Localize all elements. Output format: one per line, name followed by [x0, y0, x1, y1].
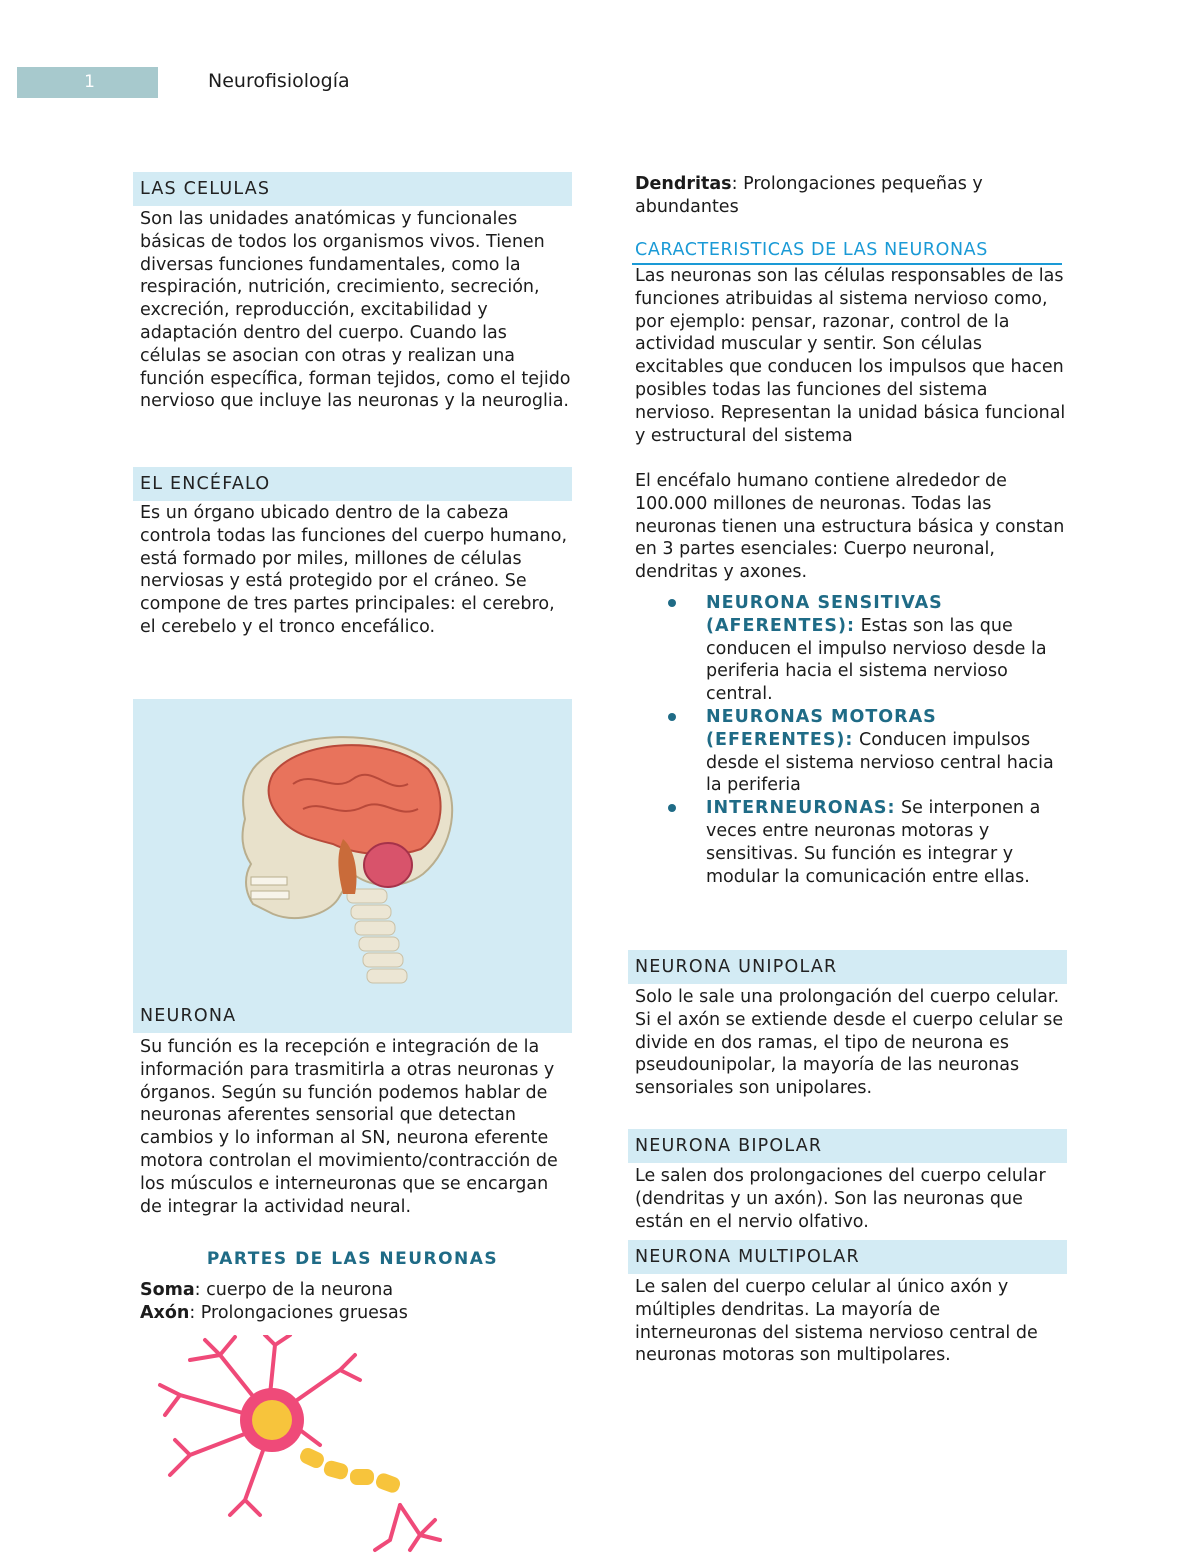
- list-item: NEURONA SENSITIVAS (AFERENTES): Estas son las que conducen el impulso nervioso desde la periferia hacia el sistema nervioso central.: [660, 592, 1070, 706]
- axon-myelin-segments: [298, 1446, 402, 1495]
- cervical-spine-graphic: [347, 889, 407, 983]
- section-heading-neurona: NEURONA: [133, 999, 572, 1033]
- caracteristicas-body-1: Las neuronas son las células responsables de las funciones atribuidas al sistema nervioso como, por ejemplo: pensar, razonar, control de la actividad muscular y sentir. Son células excitables que conducen los impulsos que hacen posibles todas las funciones del sistema nervioso. Representan la unidad básica funcional y estructural del sistema: [635, 266, 1066, 446]
- brain-skull-illustration: [133, 699, 572, 999]
- bullet-icon: [668, 804, 676, 812]
- heading-partes-neuronas: PARTES DE LAS NEURONAS: [206, 1249, 499, 1269]
- section-body-unipolar: Solo le sale una prolongación del cuerpo celular. Si el axón se extiende desde el cuerpo celular se divide en dos ramas, el tipo de neurona es pseudounipolar, la mayoría de las neuronas sensoriales son unipolares.: [635, 987, 1064, 1099]
- neuron-illustration: [150, 1335, 450, 1553]
- definition-dendritas: Dendritas: Prolongaciones pequeñas y abundantes: [635, 174, 983, 217]
- definition-soma: Soma: cuerpo de la neurona: [140, 1280, 394, 1300]
- brain-illustration-panel: [133, 699, 572, 999]
- section-heading-unipolar: NEURONA UNIPOLAR: [628, 950, 1067, 984]
- section-heading-encefalo: EL ENCÉFALO: [133, 467, 572, 501]
- document-title: Neurofisiología: [208, 70, 350, 92]
- list-item: INTERNEURONAS: Se interponen a veces entre neuronas motoras y sensitivas. Su función es integrar y modular la comunicación entre ellas.: [660, 797, 1070, 888]
- heading-caracteristicas: CARACTERISTICAS DE LAS NEURONAS: [635, 240, 988, 260]
- caracteristicas-body-2: El encéfalo humano contiene alrededor de 100.000 millones de neuronas. Todas las neuronas tienen una estructura básica y constan en 3 partes esenciales: Cuerpo neuronal, dendritas y axones.: [635, 471, 1065, 583]
- section-heading-celulas: LAS CELULAS: [133, 172, 572, 206]
- section-body-neurona: Su función es la recepción e integración de la información para trasmitirla a otras neuronas y órganos. Según su función podemos hablar de neuronas aferentes sensorial que detectan cambios y lo informan al SN, neurona eferente motora controlan el movimiento/contracción de los músculos e interneuronas que se encargan de integrar la actividad neural.: [140, 1037, 558, 1217]
- bullet-icon: [668, 599, 676, 607]
- section-body-celulas: Son las unidades anatómicas y funcionales básicas de todos los organismos vivos. Tienen diversas funciones fundamentales, como la respiración, nutrición, crecimiento, secreción, excreción, reproducción, excitabilidad y adaptación dentro del cuerpo. Cuando las células se asocian con otras y realizan una función específica, forman tejidos, como el tejido nervioso que incluye las neuronas y la neuroglia.: [140, 209, 571, 412]
- section-body-encefalo: Es un órgano ubicado dentro de la cabeza controla todas las funciones del cuerpo humano, está formado por miles, millones de células nerviosas y está protegido por el cráneo. Se compone de tres partes principales: el cerebro, el cerebelo y el tronco encefálico.: [140, 503, 568, 637]
- list-item: NEURONAS MOTORAS (EFERENTES): Conducen impulsos desde el sistema nervioso central hacia la periferia: [660, 706, 1070, 797]
- bullet-icon: [668, 713, 676, 721]
- section-body-bipolar: Le salen dos prolongaciones del cuerpo celular (dendritas y un axón). Son las neuronas que están en el nervio olfativo.: [635, 1166, 1046, 1232]
- definition-axon: Axón: Prolongaciones gruesas: [140, 1303, 408, 1323]
- page-number: 1: [84, 72, 95, 92]
- section-body-multipolar: Le salen del cuerpo celular al único axón y múltiples dendritas. La mayoría de interneuronas del sistema nervioso central de neuronas motoras son multipolares.: [635, 1277, 1038, 1366]
- section-heading-bipolar: NEURONA BIPOLAR: [628, 1129, 1067, 1163]
- neuron-types-list: [660, 592, 1070, 888]
- section-heading-multipolar: NEURONA MULTIPOLAR: [628, 1240, 1067, 1274]
